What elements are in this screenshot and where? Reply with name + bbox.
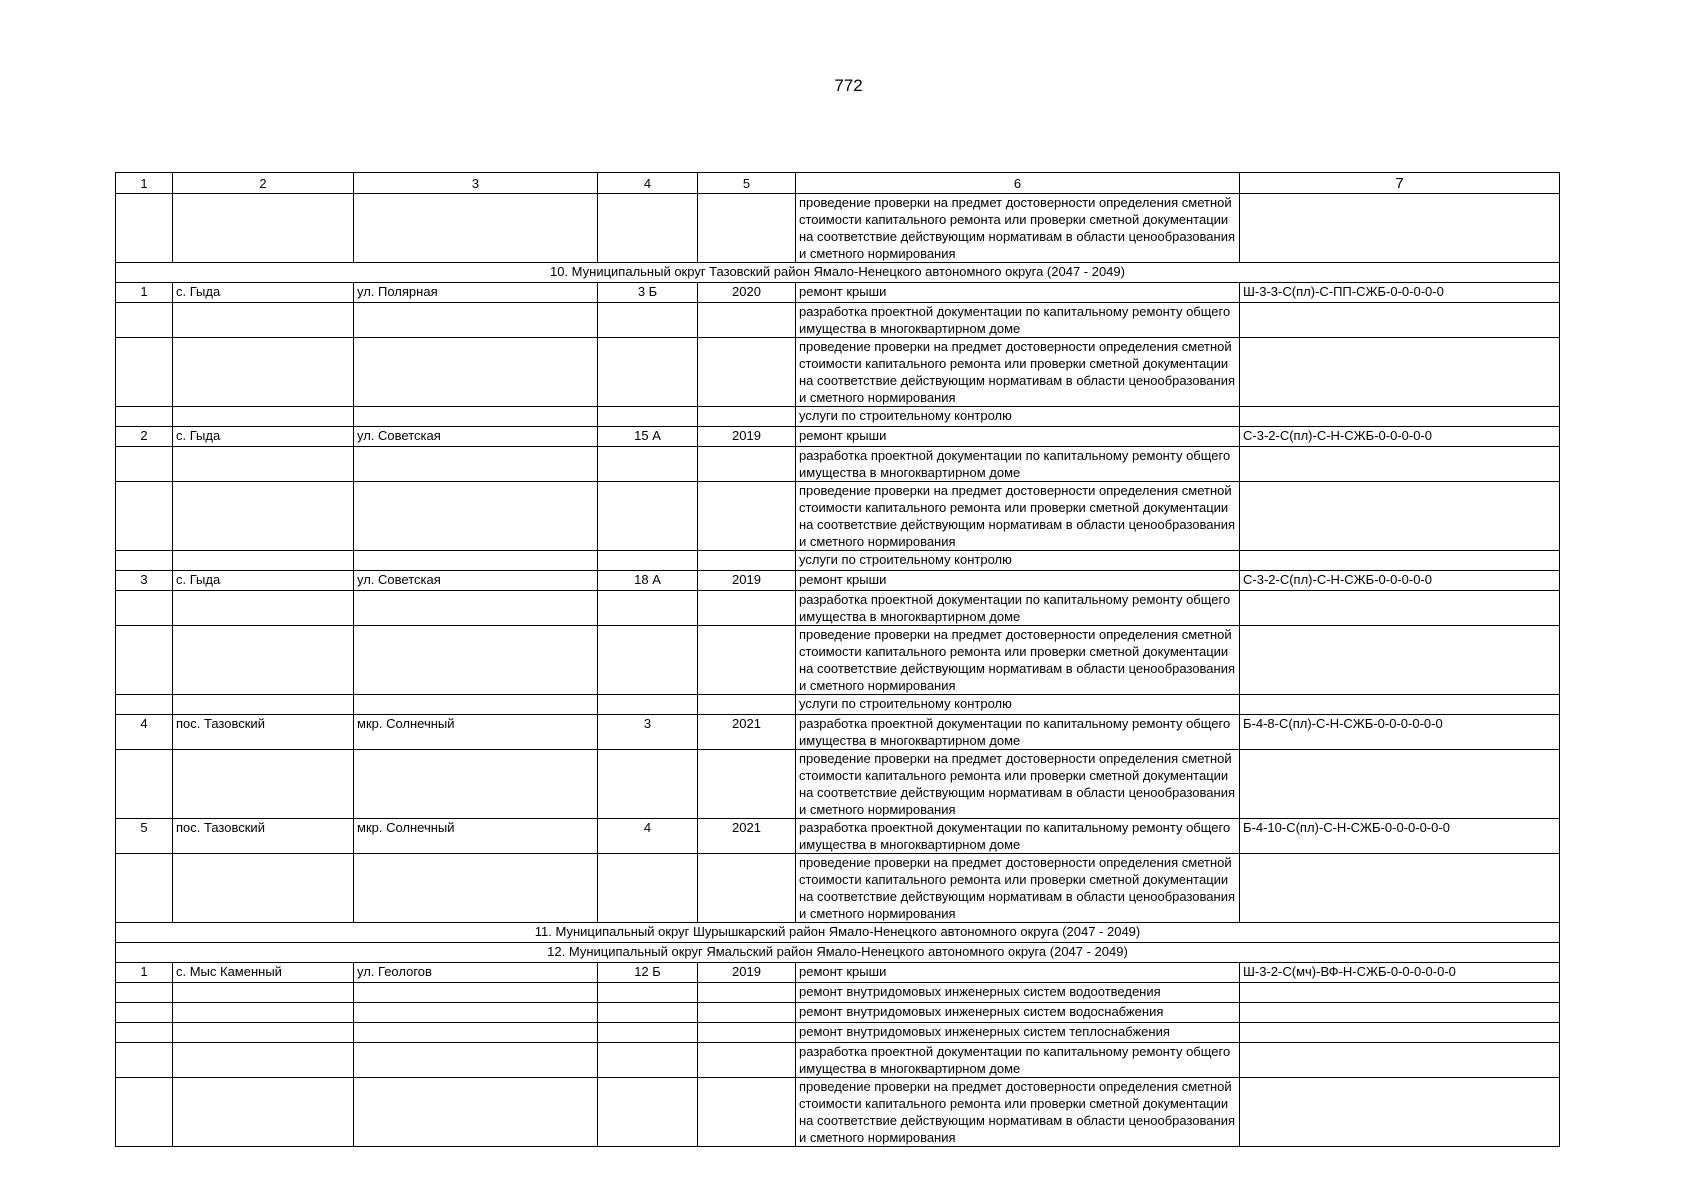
work-type-cell: ремонт крыши: [796, 427, 1240, 447]
row-number-cell: 1: [116, 283, 173, 303]
row-number-cell: [116, 695, 173, 715]
building-code-cell: Б-4-8-С(пл)-С-Н-СЖБ-0-0-0-0-0-0: [1240, 715, 1560, 750]
street-cell: [354, 983, 598, 1003]
row-number-cell: 3: [116, 571, 173, 591]
table-row: [116, 963, 1560, 983]
row-number-cell: [116, 303, 173, 338]
house-number-cell: [598, 750, 698, 819]
street-cell: [354, 551, 598, 571]
row-number-cell: [116, 591, 173, 626]
building-code-cell: [1240, 1023, 1560, 1043]
settlement-cell: [173, 1003, 354, 1023]
work-type-cell: разработка проектной документации по капитальному ремонту общего имущества в многоквартирном доме: [796, 447, 1240, 482]
row-number-cell: [116, 407, 173, 427]
street-cell: [354, 695, 598, 715]
building-code-cell: [1240, 1078, 1560, 1147]
settlement-cell: с. Гыда: [173, 427, 354, 447]
work-type-cell: ремонт крыши: [796, 963, 1240, 983]
column-header: 5: [698, 173, 796, 194]
page-number: 772: [834, 76, 863, 95]
table-row: [116, 819, 1560, 854]
section-heading-row: [116, 943, 1560, 963]
building-code-cell: [1240, 626, 1560, 695]
street-cell: [354, 591, 598, 626]
table-row: [116, 427, 1560, 447]
row-number-cell: [116, 482, 173, 551]
row-number-cell: 5: [116, 819, 173, 854]
settlement-cell: [173, 303, 354, 338]
row-number-cell: 2: [116, 427, 173, 447]
settlement-cell: [173, 482, 354, 551]
work-type-cell: проведение проверки на предмет достоверности определения сметной стоимости капитального ремонта или проверки сметной документации на соответствие действующим нормативам в области ценообразования и сметного нормирования: [796, 194, 1240, 263]
settlement-cell: [173, 1023, 354, 1043]
year-cell: [698, 983, 796, 1003]
settlement-cell: [173, 854, 354, 923]
house-number-cell: 3 Б: [598, 283, 698, 303]
row-number-cell: [116, 1003, 173, 1023]
building-code-cell: [1240, 194, 1560, 263]
column-header: 1: [116, 173, 173, 194]
section-heading-row: [116, 923, 1560, 943]
table-row: [116, 715, 1560, 750]
work-type-cell: разработка проектной документации по капитальному ремонту общего имущества в многоквартирном доме: [796, 715, 1240, 750]
work-type-cell: разработка проектной документации по капитальному ремонту общего имущества в многоквартирном доме: [796, 303, 1240, 338]
year-cell: [698, 482, 796, 551]
table-row: [116, 1078, 1560, 1147]
house-number-cell: [598, 338, 698, 407]
building-code-cell: [1240, 1003, 1560, 1023]
table-row: [116, 407, 1560, 427]
column-header: 7: [1240, 173, 1560, 194]
street-cell: [354, 482, 598, 551]
year-cell: 2020: [698, 283, 796, 303]
settlement-cell: [173, 447, 354, 482]
row-number-cell: 4: [116, 715, 173, 750]
year-cell: [698, 1003, 796, 1023]
table-row: [116, 551, 1560, 571]
work-type-cell: разработка проектной документации по капитальному ремонту общего имущества в многоквартирном доме: [796, 1043, 1240, 1078]
table-row: [116, 1043, 1560, 1078]
work-type-cell: услуги по строительному контролю: [796, 551, 1240, 571]
year-cell: 2021: [698, 819, 796, 854]
house-number-cell: [598, 1023, 698, 1043]
settlement-cell: [173, 626, 354, 695]
building-code-cell: [1240, 551, 1560, 571]
work-type-cell: проведение проверки на предмет достоверности определения сметной стоимости капитального ремонта или проверки сметной документации на соответствие действующим нормативам в области ценообразования и сметного нормирования: [796, 626, 1240, 695]
table-row: [116, 283, 1560, 303]
house-number-cell: 15 А: [598, 427, 698, 447]
work-type-cell: ремонт крыши: [796, 571, 1240, 591]
settlement-cell: [173, 407, 354, 427]
settlement-cell: [173, 338, 354, 407]
table-row: [116, 338, 1560, 407]
settlement-cell: пос. Тазовский: [173, 715, 354, 750]
table-row: [116, 482, 1560, 551]
house-number-cell: [598, 482, 698, 551]
year-cell: 2019: [698, 963, 796, 983]
street-cell: ул. Геологов: [354, 963, 598, 983]
section-heading: 12. Муниципальный округ Ямальский район Ямало-Ненецкого автономного округа (2047 - 2049): [116, 943, 1560, 963]
section-heading-row: [116, 263, 1560, 283]
work-type-cell: услуги по строительному контролю: [796, 695, 1240, 715]
table-row: [116, 750, 1560, 819]
year-cell: [698, 854, 796, 923]
repair-schedule-table: [115, 172, 1560, 1147]
table-row: [116, 1023, 1560, 1043]
settlement-cell: [173, 1078, 354, 1147]
building-code-cell: [1240, 750, 1560, 819]
table-row: [116, 303, 1560, 338]
row-number-cell: [116, 854, 173, 923]
settlement-cell: с. Мыс Каменный: [173, 963, 354, 983]
table-row: [116, 983, 1560, 1003]
settlement-cell: [173, 695, 354, 715]
work-type-cell: ремонт внутридомовых инженерных систем водоотведения: [796, 983, 1240, 1003]
year-cell: 2021: [698, 715, 796, 750]
row-number-cell: [116, 983, 173, 1003]
year-cell: [698, 407, 796, 427]
building-code-cell: [1240, 482, 1560, 551]
work-type-cell: услуги по строительному контролю: [796, 407, 1240, 427]
settlement-cell: пос. Тазовский: [173, 819, 354, 854]
column-header: 6: [796, 173, 1240, 194]
year-cell: [698, 695, 796, 715]
year-cell: [698, 551, 796, 571]
street-cell: [354, 1043, 598, 1078]
column-header: 3: [354, 173, 598, 194]
year-cell: [698, 591, 796, 626]
year-cell: [698, 750, 796, 819]
street-cell: ул. Советская: [354, 427, 598, 447]
table-row: [116, 194, 1560, 263]
building-code-cell: С-3-2-С(пл)-С-Н-СЖБ-0-0-0-0-0: [1240, 427, 1560, 447]
building-code-cell: [1240, 338, 1560, 407]
street-cell: мкр. Солнечный: [354, 715, 598, 750]
work-type-cell: ремонт крыши: [796, 283, 1240, 303]
settlement-cell: [173, 750, 354, 819]
year-cell: [698, 338, 796, 407]
settlement-cell: [173, 194, 354, 263]
work-type-cell: проведение проверки на предмет достоверности определения сметной стоимости капитального ремонта или проверки сметной документации на соответствие действующим нормативам в области ценообразования и сметного нормирования: [796, 482, 1240, 551]
house-number-cell: [598, 854, 698, 923]
settlement-cell: с. Гыда: [173, 571, 354, 591]
row-number-cell: [116, 1023, 173, 1043]
row-number-cell: [116, 447, 173, 482]
street-cell: [354, 1003, 598, 1023]
building-code-cell: [1240, 407, 1560, 427]
year-cell: [698, 1078, 796, 1147]
street-cell: [354, 338, 598, 407]
settlement-cell: [173, 1043, 354, 1078]
work-type-cell: проведение проверки на предмет достоверности определения сметной стоимости капитального ремонта или проверки сметной документации на соответствие действующим нормативам в области ценообразования и сметного нормирования: [796, 750, 1240, 819]
building-code-cell: [1240, 983, 1560, 1003]
street-cell: [354, 407, 598, 427]
table-row: [116, 447, 1560, 482]
row-number-cell: [116, 338, 173, 407]
work-type-cell: проведение проверки на предмет достоверности определения сметной стоимости капитального ремонта или проверки сметной документации на соответствие действующим нормативам в области ценообразования и сметного нормирования: [796, 1078, 1240, 1147]
table-row: [116, 695, 1560, 715]
building-code-cell: С-3-2-С(пл)-С-Н-СЖБ-0-0-0-0-0: [1240, 571, 1560, 591]
house-number-cell: [598, 591, 698, 626]
year-cell: 2019: [698, 427, 796, 447]
building-code-cell: [1240, 447, 1560, 482]
settlement-cell: [173, 591, 354, 626]
section-heading: 11. Муниципальный округ Шурышкарский район Ямало-Ненецкого автономного округа (2047 - 2049): [116, 923, 1560, 943]
table-row: [116, 626, 1560, 695]
section-heading: 10. Муниципальный округ Тазовский район Ямало-Ненецкого автономного округа (2047 - 2049): [116, 263, 1560, 283]
table-row: [116, 1003, 1560, 1023]
building-code-cell: [1240, 303, 1560, 338]
table-row: [116, 591, 1560, 626]
building-code-cell: Ш-3-2-С(мч)-ВФ-Н-СЖБ-0-0-0-0-0-0: [1240, 963, 1560, 983]
table-row: [116, 571, 1560, 591]
year-cell: [698, 626, 796, 695]
building-code-cell: [1240, 591, 1560, 626]
street-cell: [354, 447, 598, 482]
year-cell: [698, 1023, 796, 1043]
house-number-cell: [598, 695, 698, 715]
table-row: [116, 854, 1560, 923]
house-number-cell: [598, 983, 698, 1003]
year-cell: [698, 447, 796, 482]
row-number-cell: 1: [116, 963, 173, 983]
house-number-cell: 4: [598, 819, 698, 854]
house-number-cell: [598, 407, 698, 427]
row-number-cell: [116, 194, 173, 263]
building-code-cell: [1240, 1043, 1560, 1078]
house-number-cell: [598, 1078, 698, 1147]
house-number-cell: [598, 1003, 698, 1023]
year-cell: 2019: [698, 571, 796, 591]
house-number-cell: 12 Б: [598, 963, 698, 983]
settlement-cell: [173, 983, 354, 1003]
street-cell: [354, 750, 598, 819]
row-number-cell: [116, 551, 173, 571]
house-number-cell: [598, 194, 698, 263]
column-number-header-row: [116, 173, 1560, 194]
building-code-cell: [1240, 695, 1560, 715]
house-number-cell: [598, 447, 698, 482]
work-type-cell: ремонт внутридомовых инженерных систем теплоснабжения: [796, 1023, 1240, 1043]
building-code-cell: Ш-3-3-С(пл)-С-ПП-СЖБ-0-0-0-0-0: [1240, 283, 1560, 303]
house-number-cell: 18 А: [598, 571, 698, 591]
settlement-cell: с. Гыда: [173, 283, 354, 303]
house-number-cell: [598, 551, 698, 571]
street-cell: ул. Полярная: [354, 283, 598, 303]
work-type-cell: разработка проектной документации по капитальному ремонту общего имущества в многоквартирном доме: [796, 591, 1240, 626]
street-cell: [354, 1078, 598, 1147]
street-cell: [354, 194, 598, 263]
work-type-cell: проведение проверки на предмет достоверности определения сметной стоимости капитального ремонта или проверки сметной документации на соответствие действующим нормативам в области ценообразования и сметного нормирования: [796, 338, 1240, 407]
house-number-cell: [598, 626, 698, 695]
street-cell: [354, 303, 598, 338]
row-number-cell: [116, 1043, 173, 1078]
street-cell: [354, 854, 598, 923]
street-cell: [354, 1023, 598, 1043]
building-code-cell: [1240, 854, 1560, 923]
building-code-cell: Б-4-10-С(пл)-С-Н-СЖБ-0-0-0-0-0-0: [1240, 819, 1560, 854]
work-type-cell: проведение проверки на предмет достоверности определения сметной стоимости капитального ремонта или проверки сметной документации на соответствие действующим нормативам в области ценообразования и сметного нормирования: [796, 854, 1240, 923]
row-number-cell: [116, 1078, 173, 1147]
row-number-cell: [116, 750, 173, 819]
work-type-cell: ремонт внутридомовых инженерных систем водоснабжения: [796, 1003, 1240, 1023]
house-number-cell: [598, 1043, 698, 1078]
year-cell: [698, 1043, 796, 1078]
street-cell: ул. Советская: [354, 571, 598, 591]
work-type-cell: разработка проектной документации по капитальному ремонту общего имущества в многоквартирном доме: [796, 819, 1240, 854]
settlement-cell: [173, 551, 354, 571]
row-number-cell: [116, 626, 173, 695]
year-cell: [698, 303, 796, 338]
year-cell: [698, 194, 796, 263]
house-number-cell: [598, 303, 698, 338]
street-cell: [354, 626, 598, 695]
street-cell: мкр. Солнечный: [354, 819, 598, 854]
column-header: 4: [598, 173, 698, 194]
house-number-cell: 3: [598, 715, 698, 750]
column-header: 2: [173, 173, 354, 194]
